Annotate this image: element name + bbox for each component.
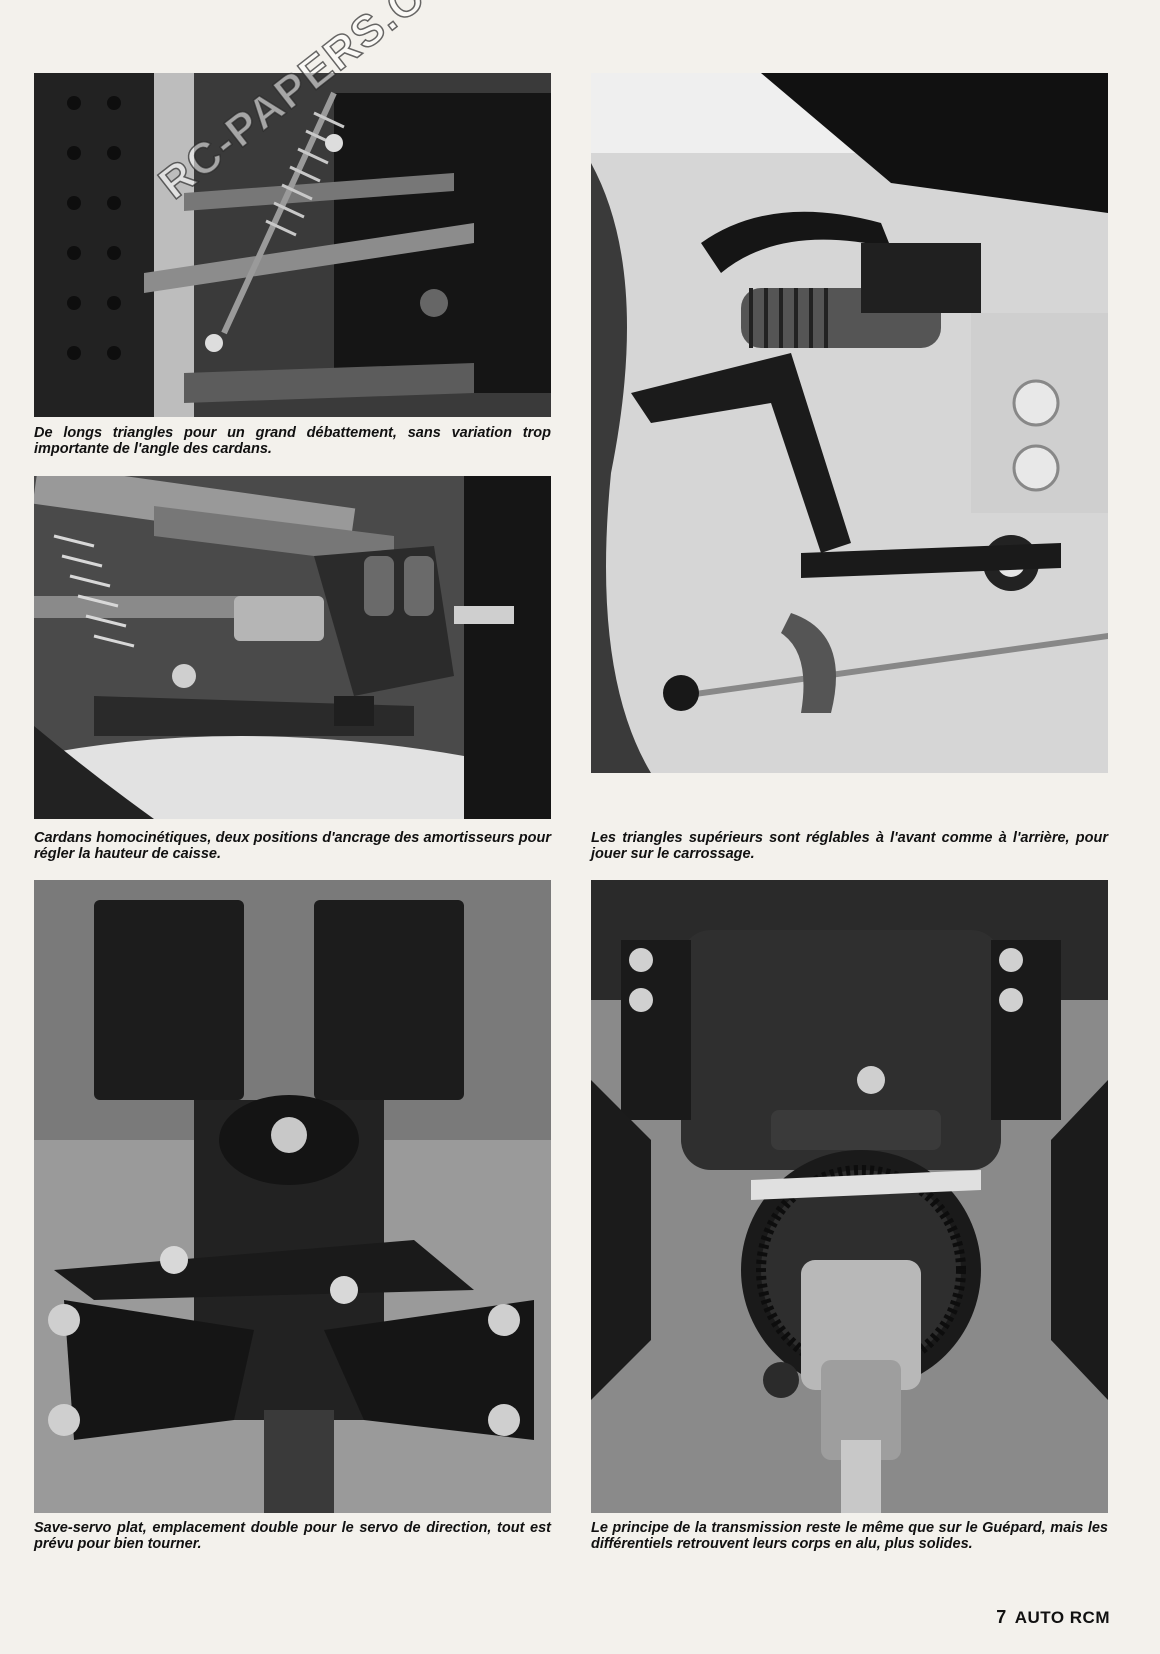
photo-save-servo bbox=[34, 880, 551, 1513]
page-number: 7 bbox=[996, 1607, 1007, 1627]
photo-front-suspension bbox=[591, 73, 1108, 773]
magazine-name: AUTO RCM bbox=[1014, 1608, 1110, 1627]
caption-photo-2: Les triangles supérieurs sont réglables à l'avant comme à l'arrière, pour jouer sur le carrossage. bbox=[591, 830, 1108, 862]
photo-suspension-triangles bbox=[34, 73, 551, 417]
page-folio bbox=[996, 1607, 1110, 1628]
photo-transmission bbox=[591, 880, 1108, 1513]
caption-photo-4: Save-servo plat, emplacement double pour le servo de direction, tout est prévu pour bien tourner. bbox=[34, 1520, 551, 1552]
photo-homokinetic-joints bbox=[34, 476, 551, 819]
caption-photo-1: De longs triangles pour un grand débattement, sans variation trop importante de l'angle des cardans. bbox=[34, 425, 551, 457]
caption-photo-5: Le principe de la transmission reste le même que sur le Guépard, mais les différentiels retrouvent leurs corps en alu, plus solides. bbox=[591, 1520, 1108, 1552]
caption-photo-3: Cardans homocinétiques, deux positions d'ancrage des amortisseurs pour régler la hauteur de caisse. bbox=[34, 830, 551, 862]
